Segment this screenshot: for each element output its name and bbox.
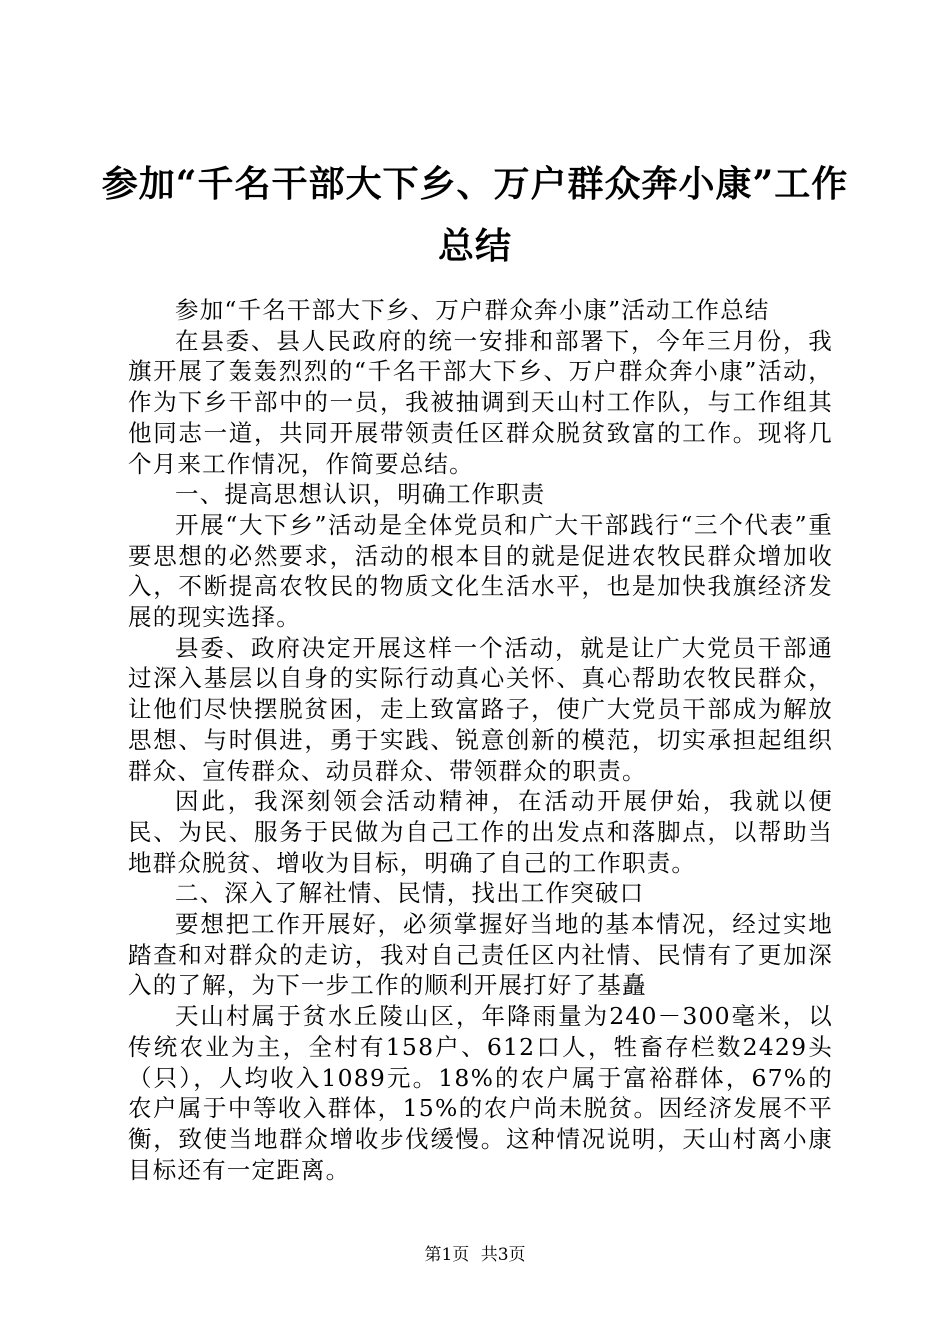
paragraph-subtitle: 参加“千名干部大下乡、万户群众奔小康”活动工作总结	[175, 296, 770, 324]
paragraph-intro: 在县委、县人民政府的统一安排和部署下，今年三月份，我旗开展了轰轰烈烈的“千名干部大下乡、万户群众奔小康”活动，作为下乡干部中的一员，我被抽调到天山村工作队，与工作组其他同志一道，共同开展带领责任区群众脱贫致富的工作。现将几个月来工作情况，作简要总结。	[128, 326, 833, 478]
page-number: 第1页	[424, 1245, 470, 1265]
paragraph: 因此，我深刻领会活动精神，在活动开展伊始，我就以便民、为民、服务于民做为自己工作的出发点和落脚点，以帮助当地群众脱贫、增收为目标，明确了自己的工作职责。	[128, 787, 833, 877]
document-title: 参加“千名干部大下乡、万户群众奔小康”工作总结	[101, 163, 849, 267]
page-footer	[0, 1244, 950, 1266]
paragraph: 要想把工作开展好，必须掌握好当地的基本情况，经过实地踏查和对群众的走访，我对自己责任区内社情、民情有了更加深入的了解，为下一步工作的顺利开展打好了基矗	[128, 910, 833, 1000]
section-heading-2: 二、深入了解社情、民情，找出工作突破口	[175, 879, 645, 908]
paragraph: 天山村属于贫水丘陵山区，年降雨量为240－300毫米，以传统农业为主，全村有158户、612口人，牲畜存栏数2429头（只），人均收入1089元。18%的农户属于富裕群体，67%的农户属于中等收入群体，15%的农户尚未脱贫。因经济发展不平衡，致使当地群众增收步伐缓慢。这种情况说明，天山村离小康目标还有一定距离。	[128, 1002, 833, 1184]
page-total: 共3页	[480, 1245, 526, 1265]
section-heading-1: 一、提高思想认识，明确工作职责	[175, 480, 546, 509]
document-body	[128, 295, 833, 1185]
paragraph: 开展“大下乡”活动是全体党员和广大干部践行“三个代表”重要思想的必然要求，活动的根本目的就是促进农牧民群众增加收入，不断提高农牧民的物质文化生活水平，也是加快我旗经济发展的现实选择。	[128, 510, 833, 632]
paragraph: 县委、政府决定开展这样一个活动，就是让广大党员干部通过深入基层以自身的实际行动真心关怀、真心帮助农牧民群众，让他们尽快摆脱贫困，走上致富路子，使广大党员干部成为解放思想、与时俱进，勇于实践、锐意创新的模范，切实承担起组织群众、宣传群众、动员群众、带领群众的职责。	[128, 633, 833, 785]
